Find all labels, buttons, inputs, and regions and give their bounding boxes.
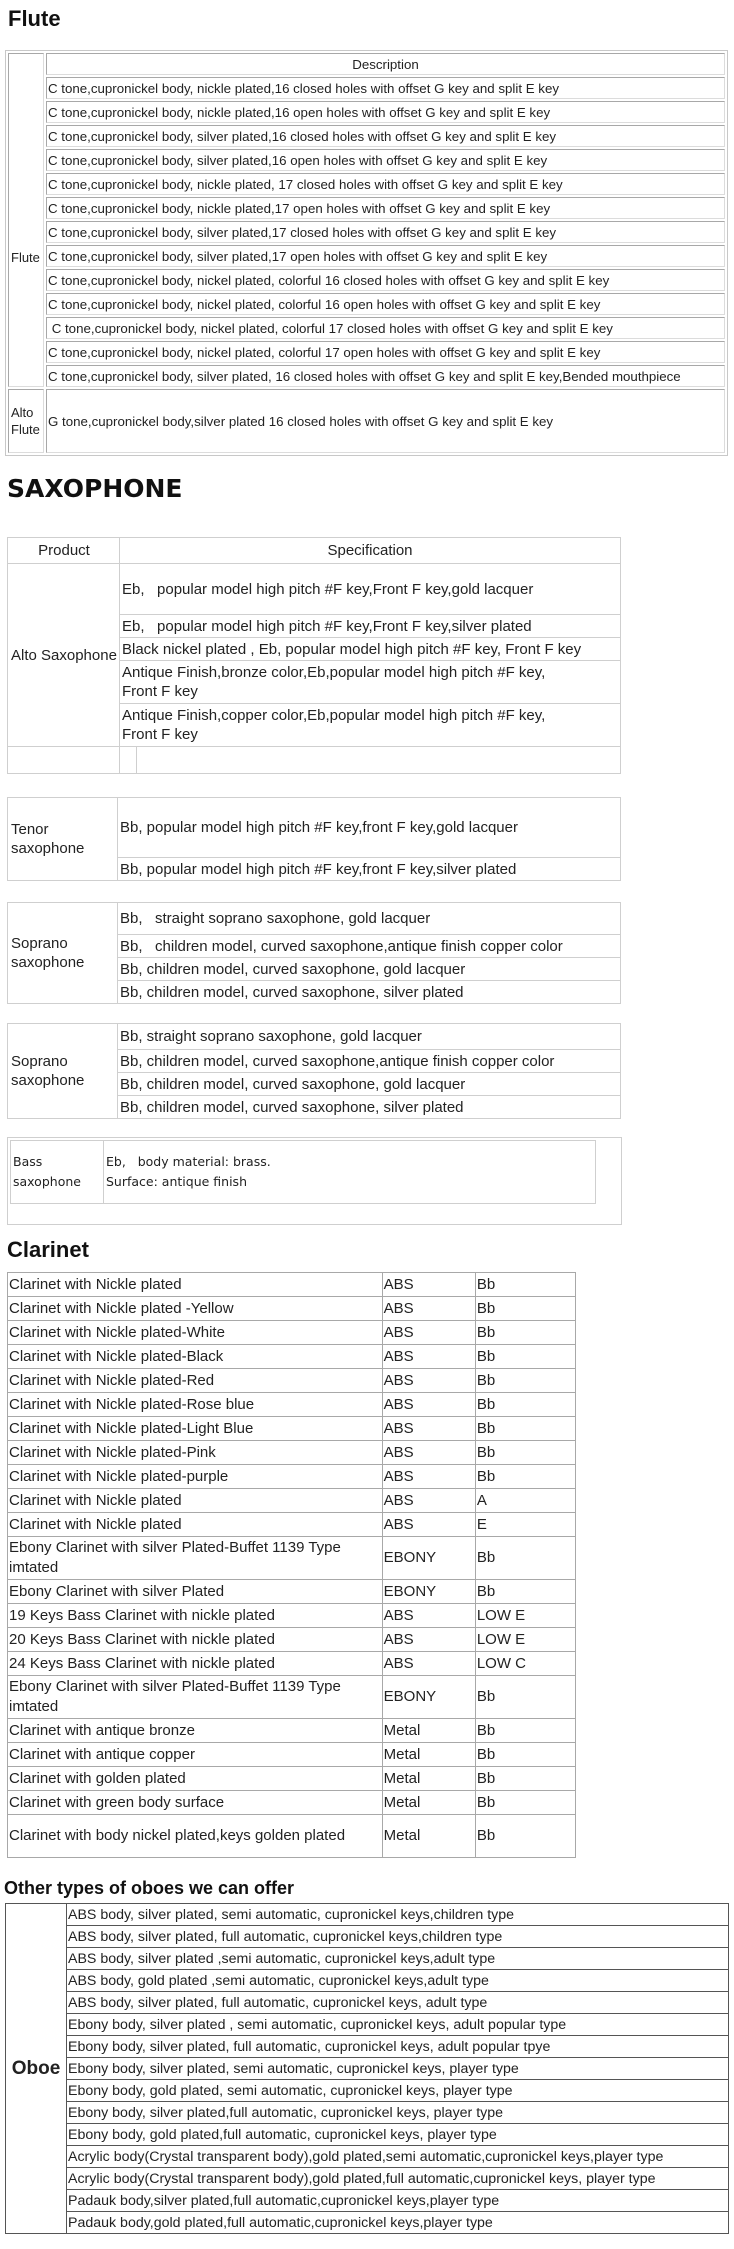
clarinet-name-cell: Clarinet with green body surface [8, 1791, 383, 1815]
clarinet-key-cell: Bb [475, 1719, 575, 1743]
table-row [8, 798, 621, 858]
table-row [8, 1719, 576, 1743]
table-row [8, 1580, 576, 1604]
soprano-saxophone-label: Soprano saxophone [8, 903, 118, 1004]
oboe-description-cell: ABS body, silver plated, full automatic, cupronickel keys, adult type [67, 1992, 729, 2014]
clarinet-table [7, 1272, 576, 1858]
clarinet-material-cell: EBONY [382, 1580, 475, 1604]
table-row [8, 77, 725, 99]
flute-description-cell: C tone,cupronickel body, nickel plated, colorful 17 open holes with offset G key and split E key [46, 341, 725, 363]
clarinet-material-cell: ABS [382, 1297, 475, 1321]
table-row [8, 125, 725, 147]
saxophone-section-title: SAXOPHONE [7, 474, 183, 503]
table-row [8, 389, 725, 453]
table-row [6, 1904, 729, 1926]
oboe-description-cell: Ebony body, silver plated,full automatic, cupronickel keys, player type [67, 2102, 729, 2124]
clarinet-material-cell: ABS [382, 1652, 475, 1676]
table-row [8, 173, 725, 195]
flute-description-cell: C tone,cupronickel body, nickel plated, colorful 16 open holes with offset G key and split E key [46, 293, 725, 315]
soprano-saxophone-label: Soprano saxophone [8, 1024, 118, 1119]
spec-cell: Bb, popular model high pitch #F key,front F key,gold lacquer [118, 798, 621, 858]
table-row [8, 1369, 576, 1393]
tenor-saxophone-label: Tenor saxophone [8, 798, 118, 881]
table-row [8, 1604, 576, 1628]
product-header: Product [8, 538, 120, 564]
clarinet-key-cell: Bb [475, 1297, 575, 1321]
spec-cell: Bb, children model, curved saxophone,antique finish copper color [118, 935, 621, 958]
clarinet-name-cell: Clarinet with Nickle plated-Rose blue [8, 1393, 383, 1417]
oboe-table [5, 1903, 729, 2234]
clarinet-material-cell: ABS [382, 1489, 475, 1513]
clarinet-key-cell: Bb [475, 1791, 575, 1815]
clarinet-material-cell: ABS [382, 1321, 475, 1345]
spec-cell: Bb, popular model high pitch #F key,front F key,silver plated [118, 858, 621, 881]
clarinet-material-cell: Metal [382, 1719, 475, 1743]
clarinet-material-cell: Metal [382, 1815, 475, 1858]
clarinet-name-cell: Ebony Clarinet with silver Plated [8, 1580, 383, 1604]
table-row [8, 245, 725, 267]
table-row [8, 1465, 576, 1489]
clarinet-name-cell: Clarinet with Nickle plated-Light Blue [8, 1417, 383, 1441]
table-row [6, 2168, 729, 2190]
clarinet-material-cell: ABS [382, 1345, 475, 1369]
oboe-description-cell: ABS body, silver plated, full automatic, cupronickel keys,children type [67, 1926, 729, 1948]
clarinet-material-cell: ABS [382, 1628, 475, 1652]
table-row [8, 269, 725, 291]
clarinet-key-cell: Bb [475, 1743, 575, 1767]
clarinet-name-cell: Ebony Clarinet with silver Plated-Buffet 1139 Type imtated [8, 1676, 383, 1719]
oboe-description-cell: Ebony body, silver plated , semi automatic, cupronickel keys, adult popular type [67, 2014, 729, 2036]
table-row [8, 293, 725, 315]
table-row [6, 2190, 729, 2212]
clarinet-name-cell: Clarinet with body nickel plated,keys golden plated [8, 1815, 383, 1858]
clarinet-name-cell: 20 Keys Bass Clarinet with nickle plated [8, 1628, 383, 1652]
clarinet-name-cell: 24 Keys Bass Clarinet with nickle plated [8, 1652, 383, 1676]
oboe-description-cell: Acrylic body(Crystal transparent body),gold plated,semi automatic,cupronickel keys,player type [67, 2146, 729, 2168]
table-row [6, 2014, 729, 2036]
table-row [8, 1676, 576, 1719]
clarinet-key-cell: Bb [475, 1676, 575, 1719]
oboe-description-cell: Ebony body, silver plated, semi automatic, cupronickel keys, player type [67, 2058, 729, 2080]
table-row [8, 1815, 576, 1858]
table-row [6, 2146, 729, 2168]
soprano-saxophone-table-2 [7, 1023, 621, 1119]
clarinet-material-cell: Metal [382, 1791, 475, 1815]
oboe-description-cell: Ebony body, silver plated, full automatic, cupronickel keys, adult popular tpye [67, 2036, 729, 2058]
table-row [11, 1141, 596, 1204]
spec-cell: Bb, children model, curved saxophone, silver plated [118, 1096, 621, 1119]
alto-flute-label: Alto Flute [8, 389, 44, 453]
flute-description-cell: C tone,cupronickel body, silver plated, 16 closed holes with offset G key and split E key,Bended mouthpiece [46, 365, 725, 387]
spec-cell: Bb, straight soprano saxophone, gold lacquer [118, 903, 621, 935]
clarinet-material-cell: ABS [382, 1441, 475, 1465]
table-row [8, 221, 725, 243]
empty-row [8, 747, 621, 774]
oboe-label: Oboe [6, 1904, 67, 2234]
clarinet-key-cell: Bb [475, 1767, 575, 1791]
table-row [8, 149, 725, 171]
clarinet-key-cell: LOW E [475, 1628, 575, 1652]
bass-label-line-2: saxophone [13, 1174, 81, 1189]
flute-description-cell: G tone,cupronickel body,silver plated 16 closed holes with offset G key and split E key [46, 389, 725, 453]
table-row [8, 1513, 576, 1537]
flute-description-cell: C tone,cupronickel body, nickle plated,16 open holes with offset G key and split E key [46, 101, 725, 123]
flute-header-row [8, 53, 725, 75]
clarinet-key-cell: Bb [475, 1393, 575, 1417]
clarinet-name-cell: Clarinet with antique bronze [8, 1719, 383, 1743]
flute-description-cell: C tone,cupronickel body, silver plated,16 open holes with offset G key and split E key [46, 149, 725, 171]
flute-group-label: Flute [8, 53, 44, 387]
clarinet-material-cell: ABS [382, 1513, 475, 1537]
clarinet-name-cell: Clarinet with golden plated [8, 1767, 383, 1791]
clarinet-key-cell: LOW C [475, 1652, 575, 1676]
table-row [6, 1948, 729, 1970]
oboe-description-cell: Ebony body, gold plated,full automatic, cupronickel keys, player type [67, 2124, 729, 2146]
clarinet-key-cell: Bb [475, 1273, 575, 1297]
clarinet-key-cell: Bb [475, 1321, 575, 1345]
clarinet-material-cell: Metal [382, 1743, 475, 1767]
bass-label-line-1: Bass [13, 1154, 43, 1169]
table-row [8, 1297, 576, 1321]
spec-cell: Bb, children model, curved saxophone,antique finish copper color [118, 1050, 621, 1073]
clarinet-key-cell: Bb [475, 1580, 575, 1604]
spec-cell: Bb, children model, curved saxophone, gold lacquer [118, 1073, 621, 1096]
clarinet-key-cell: Bb [475, 1815, 575, 1858]
spec-cell: Eb, popular model high pitch #F key,Front F key,gold lacquer [120, 564, 621, 615]
clarinet-section-title: Clarinet [7, 1237, 89, 1262]
clarinet-name-cell: Clarinet with Nickle plated [8, 1489, 383, 1513]
oboe-description-cell: ABS body, silver plated, semi automatic, cupronickel keys,children type [67, 1904, 729, 1926]
clarinet-name-cell: 19 Keys Bass Clarinet with nickle plated [8, 1604, 383, 1628]
clarinet-material-cell: Metal [382, 1767, 475, 1791]
table-row [8, 1345, 576, 1369]
table-row [8, 1273, 576, 1297]
table-row [8, 1767, 576, 1791]
bass-saxophone-table [10, 1140, 596, 1204]
table-row [8, 1024, 621, 1050]
flute-description-cell: C tone,cupronickel body, nickle plated,17 open holes with offset G key and split E key [46, 197, 725, 219]
table-row [8, 1417, 576, 1441]
table-row [8, 1743, 576, 1767]
table-row [6, 1992, 729, 2014]
bass-spec-line-1: Eb, body material: brass. [106, 1154, 271, 1169]
bass-spec-line-2: Surface: antique finish [106, 1174, 247, 1189]
specification-header: Specification [120, 538, 621, 564]
table-row [6, 2124, 729, 2146]
clarinet-key-cell: Bb [475, 1369, 575, 1393]
table-row [8, 1321, 576, 1345]
flute-description-cell: C tone,cupronickel body, silver plated,17 closed holes with offset G key and split E key [46, 221, 725, 243]
table-row [8, 317, 725, 339]
clarinet-key-cell: Bb [475, 1441, 575, 1465]
alto-saxophone-table [7, 537, 621, 774]
clarinet-name-cell: Clarinet with Nickle plated-Black [8, 1345, 383, 1369]
table-row [6, 2212, 729, 2234]
spec-cell: Black nickel plated , Eb, popular model high pitch #F key, Front F key [120, 638, 621, 661]
clarinet-material-cell: ABS [382, 1369, 475, 1393]
sax-header-row [8, 538, 621, 564]
clarinet-material-cell: EBONY [382, 1537, 475, 1580]
table-row [8, 341, 725, 363]
flute-description-cell: C tone,cupronickel body, nickle plated,16 closed holes with offset G key and split E key [46, 77, 725, 99]
clarinet-material-cell: EBONY [382, 1676, 475, 1719]
clarinet-material-cell: ABS [382, 1273, 475, 1297]
table-row [6, 2036, 729, 2058]
empty-cell [8, 747, 120, 774]
flute-description-cell: C tone,cupronickel body, silver plated,17 open holes with offset G key and split E key [46, 245, 725, 267]
clarinet-key-cell: Bb [475, 1417, 575, 1441]
alto-saxophone-label: Alto Saxophone [8, 564, 120, 747]
clarinet-name-cell: Clarinet with antique copper [8, 1743, 383, 1767]
table-row [6, 2080, 729, 2102]
empty-cell [120, 747, 137, 774]
clarinet-material-cell: ABS [382, 1417, 475, 1441]
table-row [8, 1441, 576, 1465]
spec-cell: Bb, children model, curved saxophone, gold lacquer [118, 958, 621, 981]
table-row [8, 1652, 576, 1676]
table-row [6, 2058, 729, 2080]
table-row [6, 1926, 729, 1948]
clarinet-key-cell: Bb [475, 1465, 575, 1489]
clarinet-key-cell: LOW E [475, 1604, 575, 1628]
table-row [6, 1970, 729, 1992]
clarinet-material-cell: ABS [382, 1393, 475, 1417]
oboe-description-cell: ABS body, gold plated ,semi automatic, cupronickel keys,adult type [67, 1970, 729, 1992]
table-row [6, 2102, 729, 2124]
description-header: Description [46, 53, 725, 75]
spec-cell: Eb, popular model high pitch #F key,Front F key,silver plated [120, 615, 621, 638]
flute-description-cell: C tone,cupronickel body, nickle plated, 17 closed holes with offset G key and split E key [46, 173, 725, 195]
table-row [8, 1537, 576, 1580]
spec-cell: Bb, children model, curved saxophone, silver plated [118, 981, 621, 1004]
table-row [8, 1489, 576, 1513]
clarinet-name-cell: Clarinet with Nickle plated [8, 1513, 383, 1537]
clarinet-name-cell: Clarinet with Nickle plated [8, 1273, 383, 1297]
oboe-section-title: Other types of oboes we can offer [4, 1878, 295, 1898]
flute-description-cell: C tone,cupronickel body, nickel plated, colorful 16 closed holes with offset G key and split E key [46, 269, 725, 291]
flute-description-cell: C tone,cupronickel body, nickel plated, colorful 17 closed holes with offset G key and split E key [46, 317, 725, 339]
clarinet-key-cell: Bb [475, 1537, 575, 1580]
clarinet-name-cell: Ebony Clarinet with silver Plated-Buffet 1139 Type imtated [8, 1537, 383, 1580]
clarinet-name-cell: Clarinet with Nickle plated -Yellow [8, 1297, 383, 1321]
table-row [8, 365, 725, 387]
empty-cell [137, 747, 621, 774]
spec-cell: Bb, straight soprano saxophone, gold lacquer [118, 1024, 621, 1050]
clarinet-material-cell: ABS [382, 1465, 475, 1489]
table-row [8, 1628, 576, 1652]
table-row [8, 903, 621, 935]
clarinet-key-cell: E [475, 1513, 575, 1537]
clarinet-name-cell: Clarinet with Nickle plated-Pink [8, 1441, 383, 1465]
clarinet-name-cell: Clarinet with Nickle plated-White [8, 1321, 383, 1345]
oboe-description-cell: Padauk body,gold plated,full automatic,cupronickel keys,player type [67, 2212, 729, 2234]
flute-description-cell: C tone,cupronickel body, silver plated,16 closed holes with offset G key and split E key [46, 125, 725, 147]
table-row [8, 101, 725, 123]
bass-saxophone-label [11, 1141, 104, 1204]
oboe-description-cell: Ebony body, gold plated, semi automatic, cupronickel keys, player type [67, 2080, 729, 2102]
table-row [8, 1393, 576, 1417]
table-row [8, 1791, 576, 1815]
oboe-description-cell: ABS body, silver plated ,semi automatic, cupronickel keys,adult type [67, 1948, 729, 1970]
tenor-saxophone-table [7, 797, 621, 881]
flute-table [5, 50, 728, 456]
oboe-description-cell: Acrylic body(Crystal transparent body),gold plated,full automatic,cupronickel keys, player type [67, 2168, 729, 2190]
clarinet-name-cell: Clarinet with Nickle plated-purple [8, 1465, 383, 1489]
table-row [8, 564, 621, 615]
clarinet-key-cell: A [475, 1489, 575, 1513]
spec-cell: Antique Finish,bronze color,Eb,popular model high pitch #F key, Front F key [120, 661, 621, 704]
table-row [8, 197, 725, 219]
oboe-description-cell: Padauk body,silver plated,full automatic,cupronickel keys,player type [67, 2190, 729, 2212]
clarinet-key-cell: Bb [475, 1345, 575, 1369]
soprano-saxophone-table-1 [7, 902, 621, 1004]
spec-cell [104, 1141, 596, 1204]
clarinet-name-cell: Clarinet with Nickle plated-Red [8, 1369, 383, 1393]
clarinet-material-cell: ABS [382, 1604, 475, 1628]
spec-cell: Antique Finish,copper color,Eb,popular model high pitch #F key, Front F key [120, 704, 621, 747]
flute-section-title: Flute [8, 6, 61, 31]
